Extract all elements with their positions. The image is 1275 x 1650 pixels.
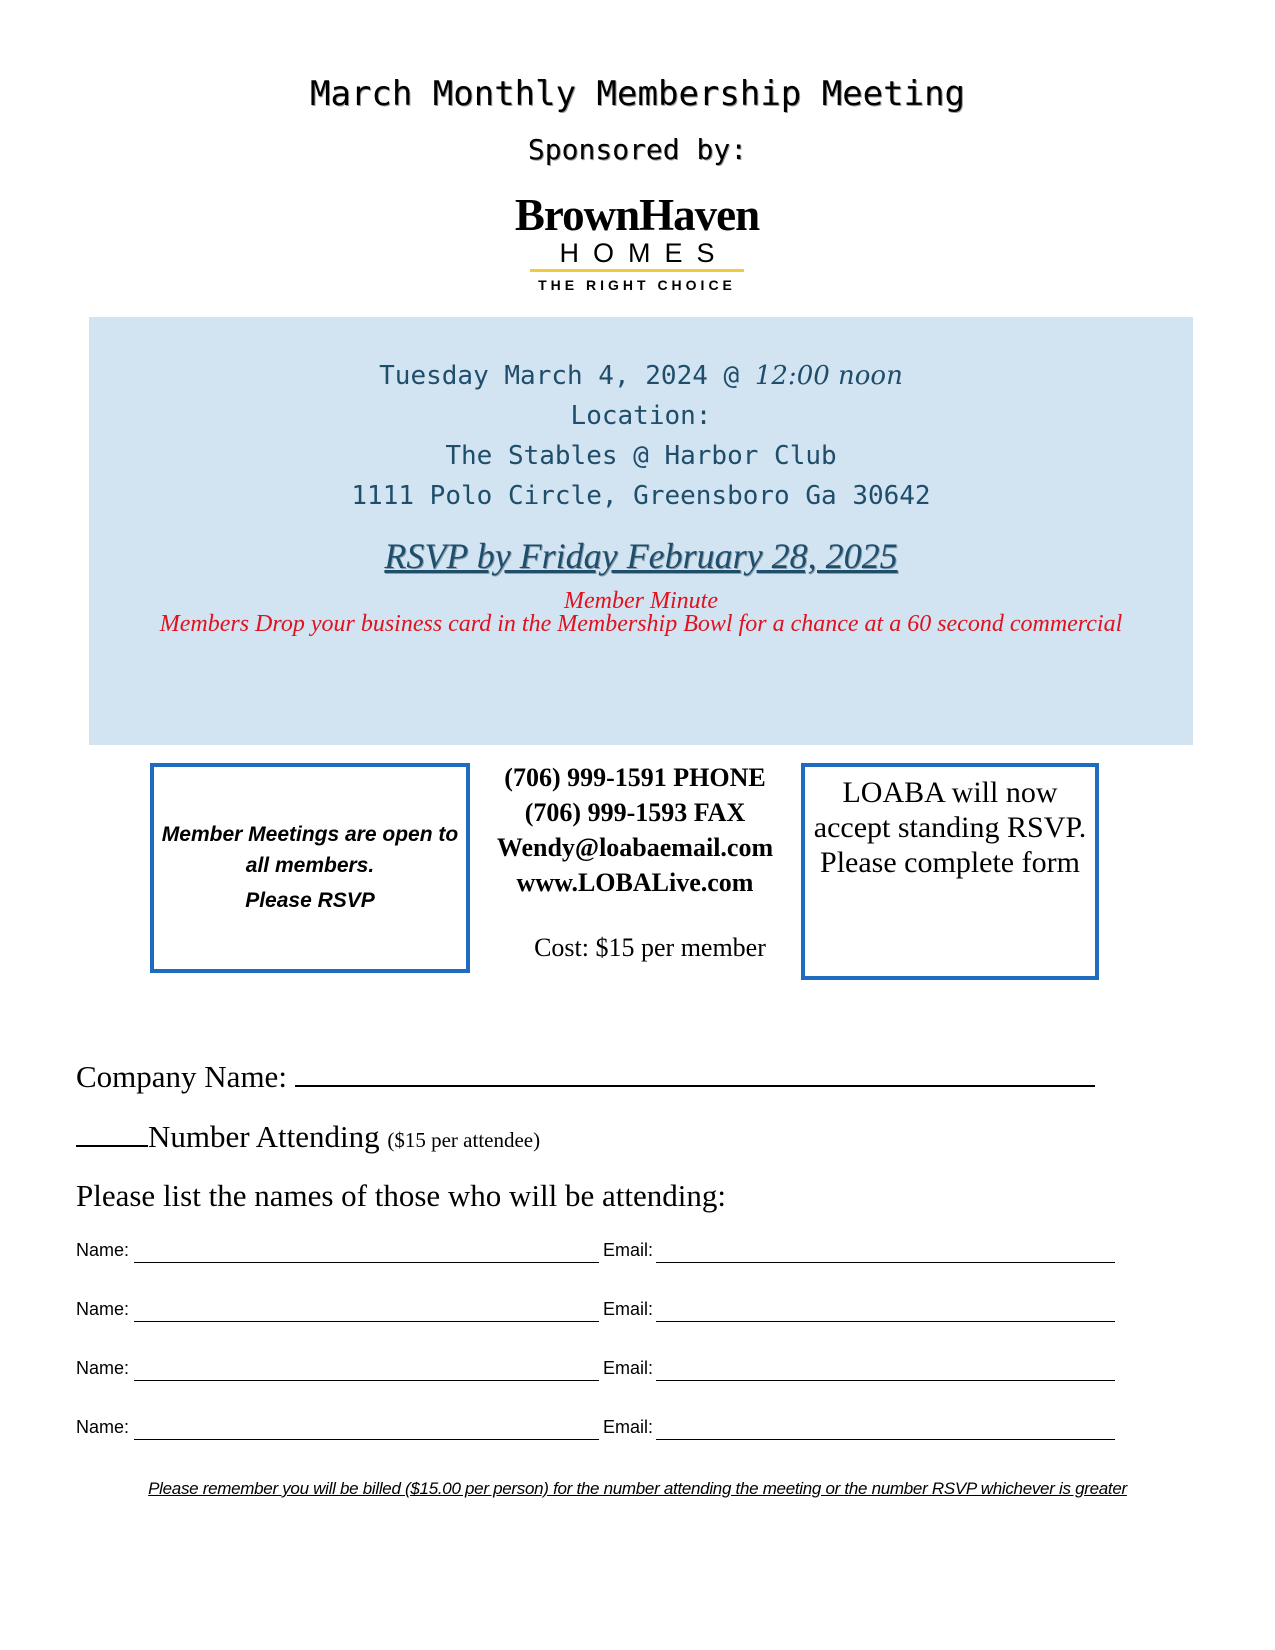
member-minute-text: Members Drop your business card in the Membership Bowl for a chance at a 60 second commercial xyxy=(159,611,1123,637)
contact-info xyxy=(475,760,795,900)
number-attending-label: Number Attending xyxy=(148,1119,380,1154)
email-label: Email: xyxy=(603,1240,654,1260)
email-label: Email: xyxy=(603,1417,654,1437)
attendee-row xyxy=(76,1240,1116,1264)
sponsored-by-label: Sponsored by: xyxy=(527,133,748,166)
please-rsvp-text: Please RSVP xyxy=(245,889,375,912)
company-name-label: Company Name: xyxy=(76,1059,287,1094)
attendee-list-prompt: Please list the names of those who will be attending: xyxy=(76,1178,727,1213)
logo-divider xyxy=(530,269,744,272)
attendee-row xyxy=(76,1299,1116,1323)
venue-address: 1111 Polo Circle, Greensboro Ga 30642 xyxy=(351,481,931,511)
location-label: Location: xyxy=(570,401,712,431)
rsvp-deadline: RSVP by Friday February 28, 2025 xyxy=(384,536,898,576)
billing-footnote: Please remember you will be billed ($15.00 per person) for the number attending the meeting or the number RSVP whichever is greater xyxy=(148,1479,1127,1498)
sponsor-logo xyxy=(487,192,787,293)
number-attending-row xyxy=(76,1117,540,1155)
name-label: Name: xyxy=(76,1240,130,1260)
name-label: Name: xyxy=(76,1358,130,1378)
logo-sub: HOMES xyxy=(559,238,729,268)
attendee-row xyxy=(76,1417,1116,1441)
open-meetings-box xyxy=(150,763,470,973)
event-date: Tuesday March 4, 2024 @ xyxy=(379,361,740,391)
member-minute-title: Member Minute xyxy=(564,588,718,614)
number-attending-field[interactable] xyxy=(76,1117,148,1147)
event-time: 12:00 noon xyxy=(754,361,903,391)
logo-tagline: THE RIGHT CHOICE xyxy=(538,277,736,293)
attendee-email-field[interactable] xyxy=(656,1380,1115,1381)
contact-email: Wendy@loabaemail.com xyxy=(496,833,774,862)
standing-rsvp-box: LOABA will now accept standing RSVP. Please complete form xyxy=(801,763,1099,980)
open-meetings-text: Member Meetings are open to all members. xyxy=(161,823,459,877)
event-info-box xyxy=(89,317,1193,745)
attendee-email-field[interactable] xyxy=(656,1262,1115,1263)
name-label: Name: xyxy=(76,1299,130,1319)
venue-name: The Stables @ Harbor Club xyxy=(445,441,837,471)
company-name-row xyxy=(76,1057,1095,1095)
attendee-email-field[interactable] xyxy=(656,1439,1115,1440)
attendee-name-field[interactable] xyxy=(134,1439,599,1440)
email-label: Email: xyxy=(603,1299,654,1319)
cost-text: Cost: $15 per member xyxy=(534,933,766,962)
page-title: March Monthly Membership Meeting xyxy=(309,74,966,114)
email-label: Email: xyxy=(603,1358,654,1378)
event-date-line xyxy=(89,361,1193,391)
attendee-name-field[interactable] xyxy=(134,1262,599,1263)
attendee-row xyxy=(76,1358,1116,1382)
attendee-name-field[interactable] xyxy=(134,1380,599,1381)
fax-number: (706) 999-1593 FAX xyxy=(524,798,746,827)
logo-name: BrownHaven xyxy=(514,190,760,240)
number-attending-note: ($15 per attendee) xyxy=(387,1128,541,1152)
website: www.LOBALive.com xyxy=(516,868,754,897)
phone-number: (706) 999-1591 PHONE xyxy=(504,763,766,792)
attendee-email-field[interactable] xyxy=(656,1321,1115,1322)
company-name-field[interactable] xyxy=(295,1057,1095,1087)
attendee-name-field[interactable] xyxy=(134,1321,599,1322)
name-label: Name: xyxy=(76,1417,130,1437)
